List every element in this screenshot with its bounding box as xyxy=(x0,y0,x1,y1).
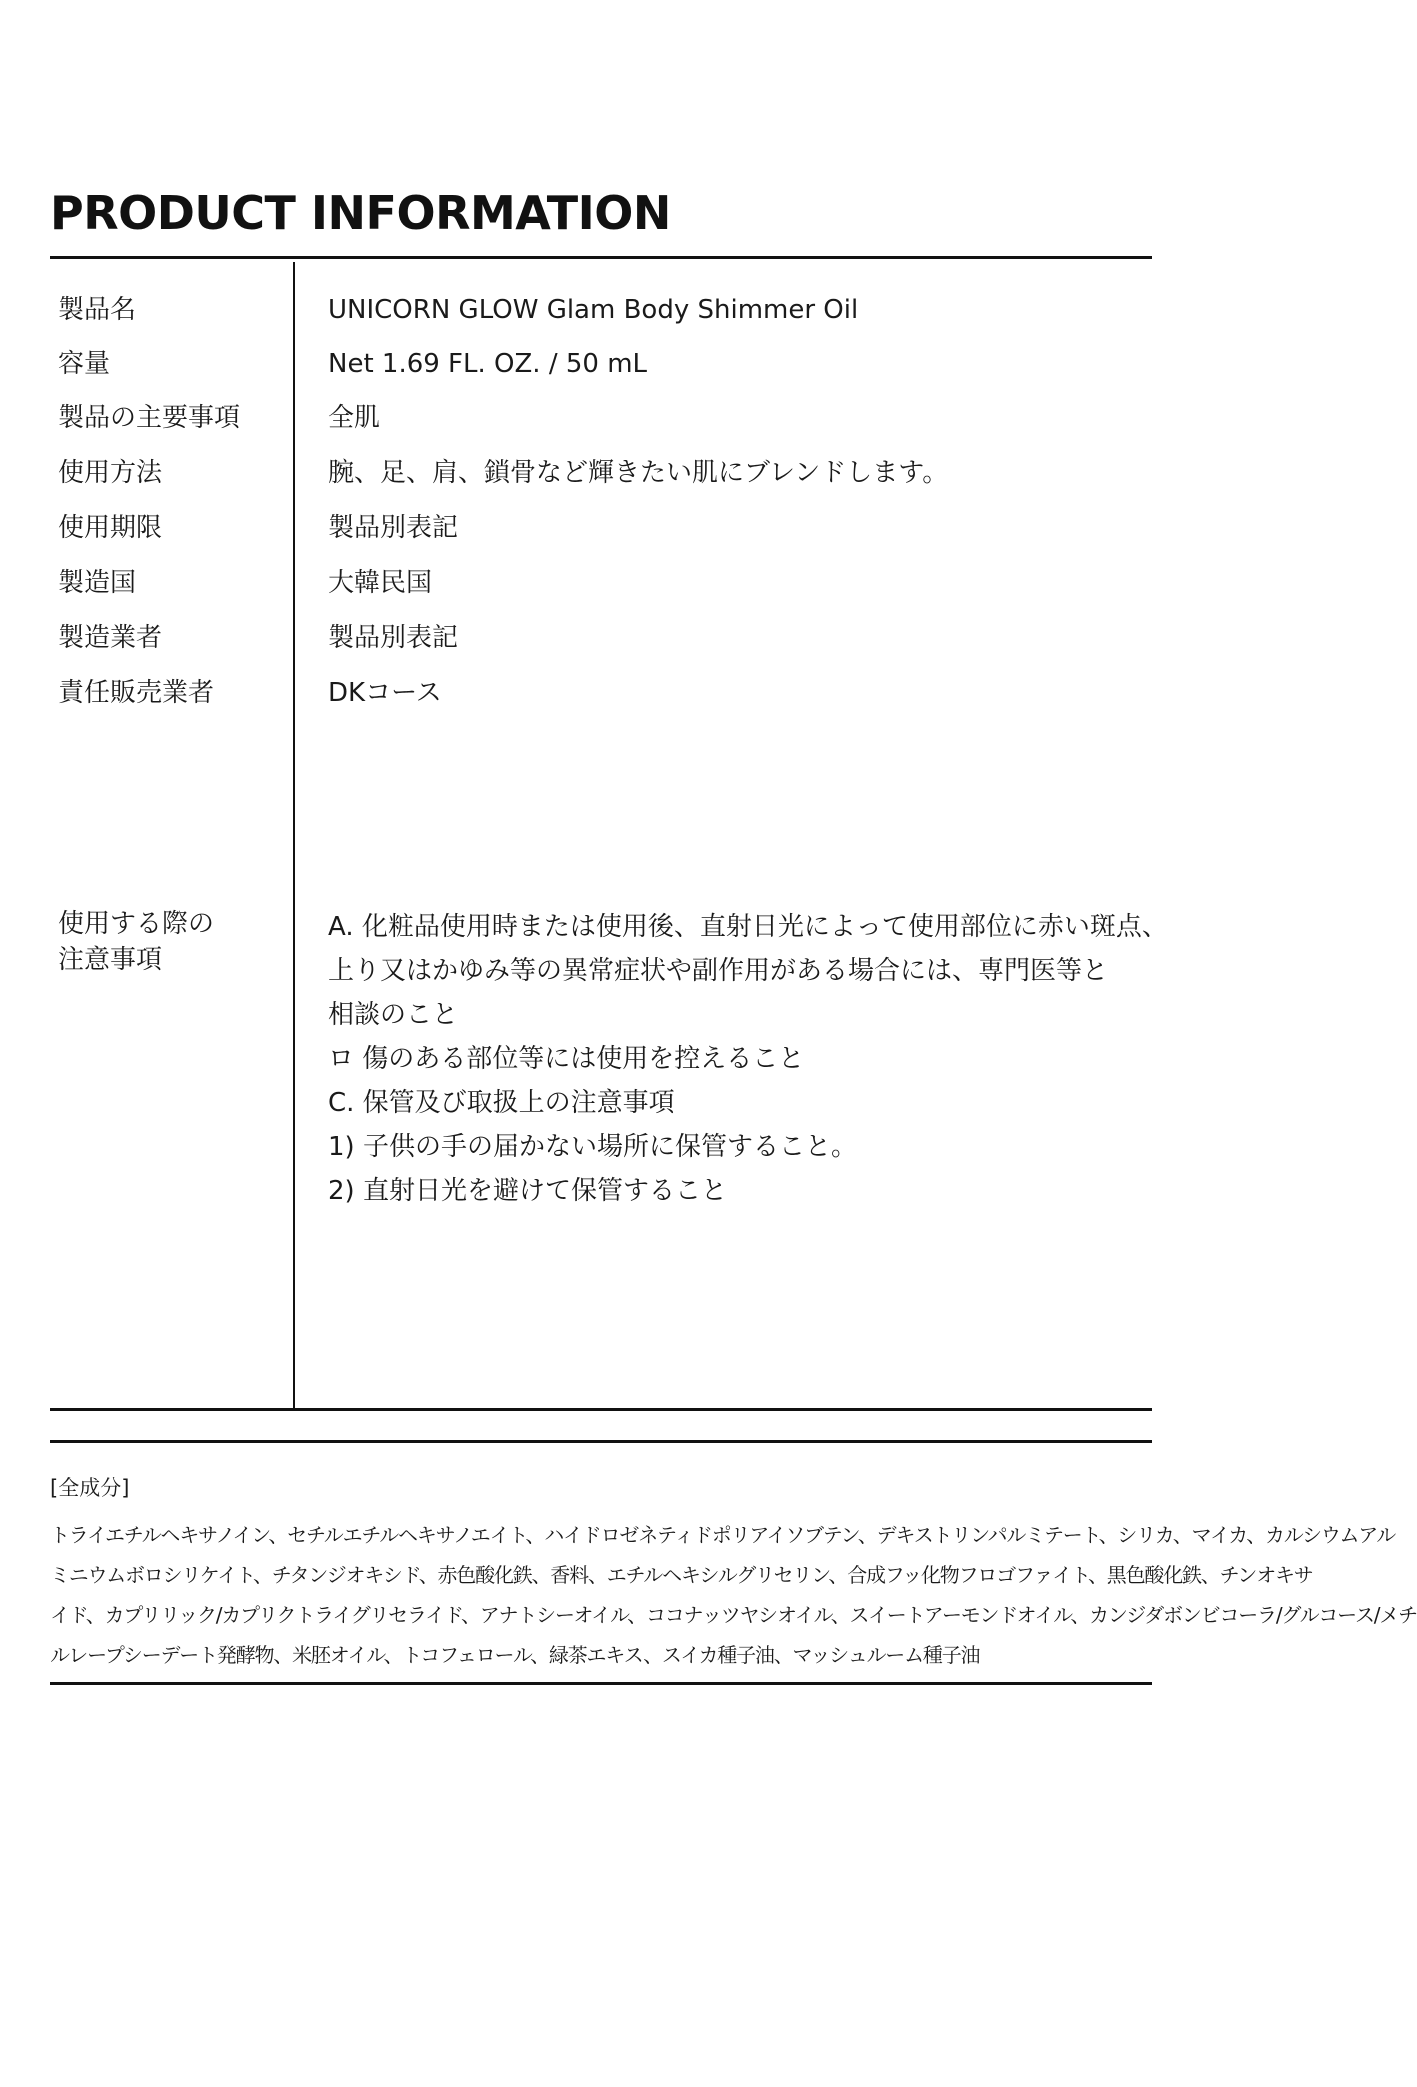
ingredients-line: イド、カプリリック/カプリクトライグリセライド、アナトシーオイル、ココナッツヤシオイル、スイートアーモンドオイル、カンジダボンビコーラ/グルコース/メチ xyxy=(50,1603,1417,1627)
ingredients-title: [全成分] xyxy=(50,1476,130,1500)
caution-line: C. 保管及び取扱上の注意事項 xyxy=(328,1088,675,1118)
label-manufacturer: 製造業者 xyxy=(58,623,163,653)
ingredients-line: ルレープシーデート発酵物、米胚オイル、トコフェロール、緑茶エキス、スイカ種子油、マッシュルーム種子油 xyxy=(50,1643,980,1667)
value-product-name: UNICORN GLOW Glam Body Shimmer Oil xyxy=(328,295,859,325)
value-usage: 腕、足、肩、鎖骨など輝きたい肌にブレンドします。 xyxy=(328,458,949,488)
caution-line: 2) 直射日光を避けて保管すること xyxy=(328,1176,727,1206)
ingredients-top-rule xyxy=(50,1440,1152,1443)
page-title: PRODUCT INFORMATION xyxy=(50,186,671,240)
caution-line: 1) 子供の手の届かない場所に保管すること。 xyxy=(328,1132,857,1162)
caution-line: A. 化粧品使用時または使用後、直射日光によって使用部位に赤い斑点、 xyxy=(328,912,1168,942)
caution-line: 相談のこと xyxy=(328,1000,459,1030)
ingredients-line: ミニウムボロシリケイト、チタンジオキシド、赤色酸化鉄、香料、エチルヘキシルグリセリン、合成フッ化物フロゴファイト、黒色酸化鉄、チンオキサ xyxy=(50,1563,1313,1587)
label-product-name: 製品名 xyxy=(58,295,137,325)
caution-line: ロ 傷のある部位等には使用を控えること xyxy=(328,1044,805,1074)
label-main-info: 製品の主要事項 xyxy=(58,403,241,433)
label-country: 製造国 xyxy=(58,568,137,598)
value-main-info: 全肌 xyxy=(328,403,381,433)
caution-label-line2: 注意事項 xyxy=(58,945,163,975)
table-bottom-rule xyxy=(50,1408,1152,1411)
label-volume: 容量 xyxy=(58,349,111,379)
ingredients-list xyxy=(50,1515,1417,1675)
caution-label-line1: 使用する際の xyxy=(58,909,215,939)
label-distributor: 責任販売業者 xyxy=(58,678,215,708)
label-usage: 使用方法 xyxy=(58,458,163,488)
value-distributor: DKコース xyxy=(328,678,442,708)
value-manufacturer: 製品別表記 xyxy=(328,623,459,653)
value-expiry: 製品別表記 xyxy=(328,513,459,543)
value-country: 大韓民国 xyxy=(328,568,433,598)
ingredients-bottom-rule xyxy=(50,1682,1152,1685)
table-divider xyxy=(293,262,295,1410)
title-underline xyxy=(50,256,1152,259)
label-caution xyxy=(58,906,214,978)
caution-line: 上り又はかゆみ等の異常症状や副作用がある場合には、専門医等と xyxy=(328,956,1109,986)
caution-text xyxy=(328,905,1198,1213)
value-volume: Net 1.69 FL. OZ. / 50 mL xyxy=(328,349,648,379)
label-expiry: 使用期限 xyxy=(58,513,163,543)
ingredients-line: トライエチルヘキサノイン、セチルエチルヘキサノエイト、ハイドロゼネティドポリアイソブテン、デキストリンパルミテート、シリカ、マイカ、カルシウムアル xyxy=(50,1523,1396,1547)
